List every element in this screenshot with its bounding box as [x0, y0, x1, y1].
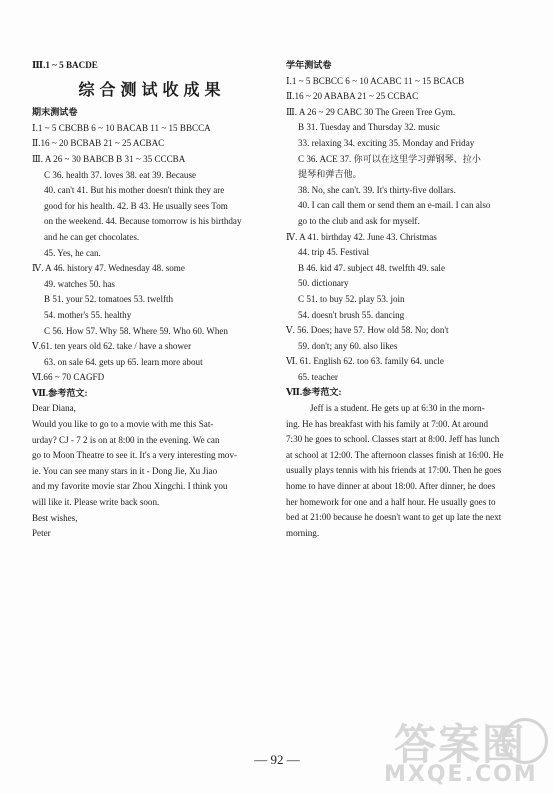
answer-line: Ⅰ.1 ~ 5 BCBCC 6 ~ 10 ACABC 11 ~ 15 BCACB	[286, 75, 465, 86]
answer-line: Ⅵ.66 ~ 70 CAGFD	[32, 372, 105, 383]
answer-line: Ⅰ.1 ~ 5 CBCBB 6 ~ 10 BACAB 11 ~ 15 BBCCA	[32, 122, 211, 133]
essay-line: usually plays tennis with his friends at 17:00. Then he goes	[286, 465, 502, 476]
watermark-circle-icon	[502, 718, 548, 764]
right-column	[286, 58, 532, 541]
essay-line: her homework for one and a half hour. He usually goes to	[286, 496, 496, 507]
essay-line: 7:30 he goes to school. Classes start at 8:00. Jeff has lunch	[286, 434, 500, 445]
essay-line: at school at 12:00. The afternoon classes finish at 16:00. He	[286, 449, 504, 460]
answer-line: 40. I can call them or send them an e-mail. I can also	[298, 200, 491, 211]
letter-greeting: Dear Diana,	[32, 403, 76, 414]
letter-line: Would you like to go to a movie with me this Sat-	[32, 419, 214, 430]
answer-line: Ⅵ. 61. English 62. too 63. family 64. uncle	[286, 356, 444, 367]
essay-line: bed at 21:00 because he doesn't want to get up late the next	[286, 512, 502, 523]
answer-line: Ⅶ.参考范文:	[32, 387, 88, 398]
answer-line: C 36. health 37. loves 38. eat 39. Because	[44, 169, 197, 180]
watermark-logo	[372, 712, 548, 788]
answer-line: 38. No, she can't. 39. It's thirty-five dollars.	[298, 184, 456, 195]
answer-line: 59. don't; any 60. also likes	[298, 340, 398, 351]
watermark-text: 答案圈	[394, 720, 527, 769]
page-title: 综合测试收成果	[78, 79, 226, 99]
answer-line: on the weekend. 44. Because tomorrow is his birthday	[44, 216, 242, 227]
letter-line: go to Moon Theatre to see it. It's a very interesting mov-	[32, 450, 238, 461]
answer-line: B 31. Tuesday and Thursday 32. music	[298, 122, 440, 133]
answer-line: C 36. ACE 37. 你可以在这里学习弹钢琴、拉小	[298, 153, 481, 164]
answer-line: B 51. your 52. tomatoes 53. twelfth	[44, 294, 174, 305]
answer-line: Ⅶ.参考范文:	[286, 387, 342, 398]
answer-line: 45. Yes, he can.	[44, 247, 101, 258]
answer-line: 44. trip 45. Festival	[298, 247, 369, 258]
answer-line: 50. dictionary	[298, 278, 349, 289]
answer-line: 33. relaxing 34. exciting 35. Monday and Friday	[298, 137, 475, 148]
answer-line: Ⅳ. A 41. birthday 42. June 43. Christmas	[286, 231, 437, 242]
answer-line: 63. on sale 64. gets up 65. learn more about	[44, 356, 203, 367]
sample-essay	[286, 401, 532, 541]
answer-line: Ⅳ. A 46. history 47. Wednesday 48. some	[32, 263, 185, 274]
letter-closing: Best wishes,	[32, 512, 78, 523]
answer-line: 49. watches 50. has	[44, 278, 115, 289]
left-column	[32, 58, 272, 542]
letter-line: ie. You can see many stars in it - Dong Jie, Xu Jiao	[32, 465, 218, 476]
answer-line: Ⅱ.16 ~ 20 ABABA 21 ~ 25 CCBAC	[286, 91, 419, 102]
answer-line: C 56. How 57. Why 58. Where 59. Who 60. When	[44, 325, 228, 336]
answer-line: Ⅴ. 56. Does; have 57. How old 58. No; don't	[286, 325, 449, 336]
answer-line: 提琴和弹吉他。	[298, 169, 362, 180]
answer-line: and he can get chocolates.	[44, 231, 140, 242]
essay-line: home to have dinner at about 18:00. After dinner, he does	[286, 481, 496, 492]
letter-signature: Peter	[32, 528, 51, 539]
answer-line: Ⅲ. A 26 ~ 29 CABC 30 The Green Tree Gym.	[286, 106, 456, 117]
essay-line: ing. He has breakfast with his family at 7:00. At around	[286, 418, 489, 429]
answer-line: C 51. to buy 52. play 53. join	[298, 293, 405, 304]
sample-letter	[32, 401, 272, 541]
answer-line: 54. mother's 55. healthy	[44, 309, 132, 320]
letter-line: urday? CJ - 7 2 is on at 8:00 in the evening. We can	[32, 434, 220, 445]
answer-line: good for his health. 42. B 43. He usually sees Tom	[44, 200, 228, 211]
essay-line: morning.	[286, 527, 320, 538]
answer-line: 54. doesn't brush 55. dancing	[298, 309, 405, 320]
letter-line: will like it. Please write back soon.	[32, 497, 160, 508]
answer-line: go to the club and ask for myself.	[298, 215, 420, 226]
watermark-url: MXQE.COM	[384, 762, 538, 787]
section-heading: 期末测试卷	[32, 107, 78, 118]
answer-line: Ⅲ.1 ~ 5 BACDE	[32, 60, 98, 70]
answer-line: Ⅱ.16 ~ 20 BCBAB 21 ~ 25 ACBAC	[32, 138, 165, 149]
answer-line: 40. can't 41. But his mother doesn't think they are	[44, 185, 225, 196]
answer-line: B 46. kid 47. subject 48. twelfth 49. sale	[298, 262, 445, 273]
answer-line: Ⅴ.61. ten years old 62. take / have a shower	[32, 341, 192, 352]
section-heading: 学年测试卷	[286, 60, 332, 70]
answer-line: 65. teacher	[298, 371, 338, 382]
page-number: — 92 —	[254, 752, 300, 767]
letter-line: and my favorite movie star Zhou Xingchi. I think you	[32, 481, 228, 492]
essay-line: Jeff is a student. He gets up at 6:30 in the morn-	[310, 403, 485, 414]
answer-line: Ⅲ. A 26 ~ 30 BABCB B 31 ~ 35 CCCBA	[32, 153, 186, 164]
